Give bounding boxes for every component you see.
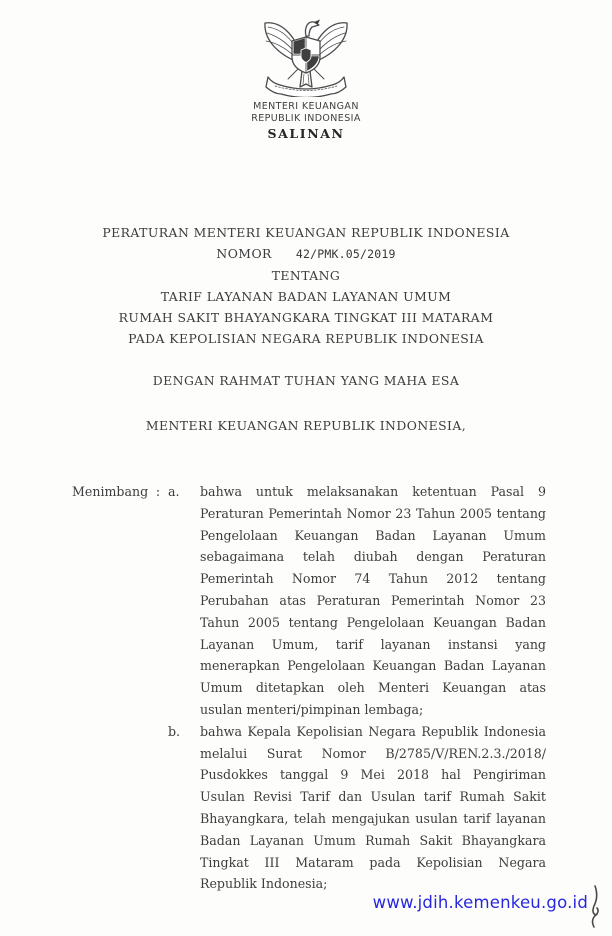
menimbang-colon: : — [155, 484, 161, 499]
subject-line-1: TARIF LAYANAN BADAN LAYANAN UMUM — [160, 289, 452, 304]
jdih-watermark-link[interactable]: www.jdih.kemenkeu.go.id — [372, 893, 588, 912]
menimbang-label: Menimbang — [72, 484, 149, 499]
considerations-list — [168, 481, 546, 895]
salinan-stamp: SALINAN — [267, 126, 345, 141]
initial-paraf-mark — [586, 884, 602, 932]
regulation-title: PERATURAN MENTERI KEUANGAN REPUBLIK INDONESIA — [102, 225, 510, 240]
item-text-b: bahwa Kepala Kepolisian Negara Republik Indonesia melalui Surat Nomor B/2785/V/REN.2.3./2018/ Pusdokkes tanggal 9 Mei 2018 hal Pengiriman Usulan Revisi Tarif dan Usulan tarif Rumah Sakit Bhayangkara, telah mengajukan usulan tarif layanan Badan Layanan Umum Rumah Sakit Bhayangkara Tingkat III Mataram pada Kepolisian Negara Republik Indonesia; — [200, 723, 546, 892]
menimbang-row — [72, 481, 546, 895]
regulation-number-line — [0, 243, 612, 265]
item-marker-b: b. — [168, 723, 181, 739]
subject-line-3: PADA KEPOLISIAN NEGARA REPUBLIK INDONESIA — [128, 331, 484, 346]
tentang-label: TENTANG — [271, 268, 341, 283]
regulation-title-block — [0, 222, 612, 349]
subject-line-2: RUMAH SAKIT BHAYANGKARA TINGKAT III MATARAM — [118, 310, 494, 325]
consideration-item-b — [168, 721, 546, 895]
ministry-name: MENTERI KEUANGAN — [253, 101, 359, 112]
item-text-a: bahwa untuk melaksanakan ketentuan Pasal 9 Peraturan Pemerintah Nomor 23 Tahun 2005 tentang Pengelolaan Keuangan Badan Layanan Umum sebagaimana telah diubah dengan Peraturan Pemerintah Nomor 74 Tahun 2012 tentang Perubahan atas Peraturan Pemerintah Nomor 23 Tahun 2005 tentang Pengelolaan Keuangan Badan Layanan Umum, tarif layanan instansi yang menerapkan Pengelolaan Keuangan Badan Layanan Umum ditetapkan oleh Menteri Keuangan atas usulan menteri/pimpinan lembaga; — [200, 484, 546, 717]
invocation-line: DENGAN RAHMAT TUHAN YANG MAHA ESA — [152, 373, 460, 388]
nomor-value: 42/PMK.05/2019 — [295, 247, 396, 261]
considerations-section — [72, 481, 546, 895]
garuda-pancasila-emblem-icon — [258, 13, 354, 97]
ministry-country: REPUBLIK INDONESIA — [251, 113, 361, 124]
authority-line: MENTERI KEUANGAN REPUBLIK INDONESIA, — [145, 418, 467, 433]
letterhead — [0, 13, 612, 141]
item-marker-a: a. — [168, 484, 180, 499]
consideration-item-a — [168, 481, 546, 721]
nomor-label: NOMOR — [216, 246, 272, 261]
